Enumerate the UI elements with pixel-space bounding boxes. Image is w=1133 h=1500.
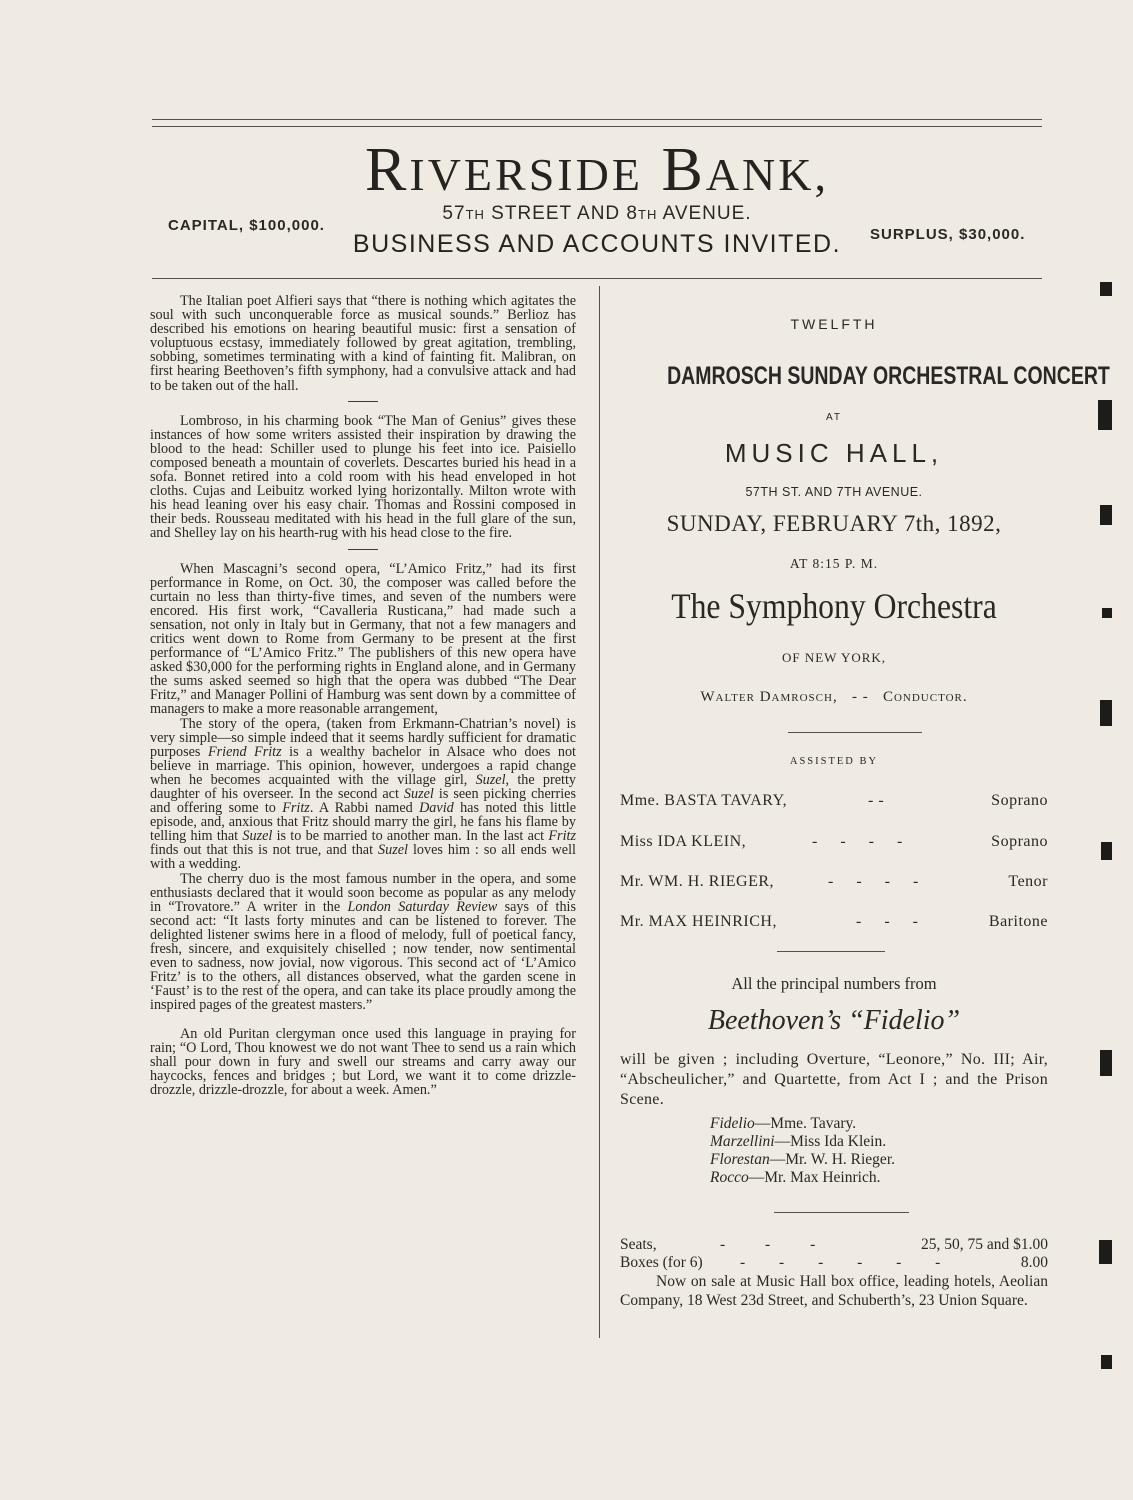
- paper-tear-mark: [1100, 282, 1112, 296]
- cast-item: Fidelio—Mme. Tavary.: [710, 1115, 857, 1132]
- cast-list: [710, 1115, 895, 1187]
- paper-tear-mark: [1101, 1355, 1112, 1369]
- concert-at: AT: [825, 412, 843, 423]
- separator-rule: [777, 951, 885, 952]
- paper-tear-mark: [1102, 608, 1112, 618]
- conductor-line: [620, 689, 1048, 706]
- paper-tear-mark: [1100, 505, 1112, 525]
- paper-tear-mark: [1098, 400, 1112, 430]
- top-double-rule: [152, 119, 1042, 127]
- article-opera-story: The story of the opera, (taken from Erkmann-Chatrian’s novel) is very simple—so simple indeed that it seems hardly sufficient for dramatic purposes Friend Fritz is a wealthy bachelor in Alsace who does not believe in marriage. This opinion, however, undergoes a rapid change when he becomes acquainted with the village girl, Suzel, the pretty daughter of his overseer. In the second act Suzel is seen picking cherries and offering some to Fritz. A Rabbi named David has noted this little episode, and, anxious that Fritz should marry the girl, he fans his flame by telling him that Suzel is to be married to another man. In the last act Fritz finds out that this is not true, and that Suzel loves him : so all ends well with a wedding.: [150, 715, 576, 873]
- opera-title: Beethoven’s “Fidelio”: [707, 1005, 961, 1036]
- paper-tear-mark: [1099, 1240, 1112, 1264]
- bank-name: RIVERSIDE BANK,: [365, 136, 829, 204]
- conductor-name: Walter Damrosch,: [700, 689, 838, 705]
- header-bottom-rule: [152, 278, 1042, 279]
- bank-invitation: BUSINESS AND ACCOUNTS INVITED.: [352, 230, 842, 258]
- program-page: RIVERSIDE BANK, 57TH STREET AND 8TH AVENUE. CAPITAL, $100,000. SURPLUS, $30,000. BUSINESS AND ACCOUNTS INVITED. The Italian poet Alfieri says that “there is nothing which agitates the soul with such unconquerable force as musical sounds.” Berlioz has described his emotions on hearing beautiful music: first a sensation of voluptuous ecstasy, immediately followed by great agitation, trembling, sobbing, sometimes terminating with a kind of fainting fit. Malibran, on first hearing Beethoven’s fifth symphony, had a convulsive attack and had to be taken out of the hall. Lombroso, in his charming book “The Man of Genius” gives these instances of how some writers assisted their inspiration by drawing the blood to the head: Schiller used to plunge his feet into ice. Paisiello composed beneath a mountain of coverlets. Descartes buried his head in a sofa. Bonnet retired into a cold room with his head enveloped in hot cloths. Cujas and Leibuitz worked lying horizontally. Milton wrote with his head leaning over his easy chair. Thomas and Rossini composed in their beds. Rousseau meditated with his head in the full glare of the sun, and Shelley lay on his hearth-rug with his head close to the fire. When Mascagni’s second opera, “L’Amico Fritz,” had its first performance in Rome, on Oct. 30, the composer was called before the curtain no less than thirty-five times, and seven of the numbers were encored. His first work, “Cavalleria Rusticana,” had made such a sensation, not only in Italy but in Germany, that not a few managers and critics went down to Rome from Germany to be present at the first performance of “L’Amico Fritz.” The publishers of this new opera have asked $30,000 for the performing rights in England alone, and in Germany the sums asked seemed so high that the opera was dubbed “The Dear Fritz,” and Manager Pollini of Hamburg was sent down by a committee of managers to make a more reasonable arrangement, The story of the opera, (taken from Erkmann-Chatrian’s novel) is very simple—so simple indeed that it seems hardly sufficient for dramatic purposes Friend Fritz is a wealthy bachelor in Alsace who does not believe in marriage. This opinion, however, undergoes a rapid change when he becomes acquainted with the village girl, Suzel, the pretty daughter of his overseer. In the second act Suzel is seen picking cherries and offering some to Fritz. A Rabbi named David has noted this little episode, and, anxious that Fritz should marry the girl, he fans his flame by telling him that Suzel is to be married to another man. In the last act Fritz finds out that this is not true, and that Suzel loves him : so all ends well with a wedding. The cherry duo is the most famous number in the opera, and some enthusiasts declared that it would soon become as popular as any melody in “Trovatore.” A writer in the London Saturday Review says of this second act: “It lasts forty minutes and can be listened to forever. The delighted listener swims here in a flood of melody, full of poetical fancy, fresh, sincere, and exquisitely chiselled ; now tender, now sentimental even to sadness, now jovial, now vigorous. This second act of ‘L’Amico Fritz’ is to the others, all distances observed, what the garden scene in ‘Faust’ is to the rest of the opera, and can take its place proudly among the inspired pages of the greatest masters.” An old Puritan clergyman once used this language in praying for rain; “O Lord, Thou knowest we do not want Thee to send us a rain which shall pour down in fury and swell our streams and carry away our haycocks, fences and bridges ; but Lord, we want it to come drizzle-drozzle, drizzle-drozzle, for about a week. Amen.” TWELFTH DAMROSCH SUNDAY ORCHESTRAL CONCERT AT MUSIC HALL, 57TH ST. AND 7TH AVENUE. SUNDAY, FEBRUARY 7th, 1892, AT 8:15 P. M. The Symphony Orchestra OF NEW YORK, Walter Damrosch, - - Conductor. ASSISTED BY Mme. BASTA TAVARY, - - Soprano Miss IDA KLEIN, - - - - Soprano Mr. WM. H. RIEGER, - - - - Tenor Mr. MAX HEINRICH, - - - Baritone All the principal numbers from Beethoven’s “Fidelio” will be given ; including Overture, “Leonore,” No. III; Air, “Abscheulicher,” and Quartette, from Act I ; and the Prison Scene. Fidelio—Mme. Tavary. Marzellini—Miss Ida Klein. Florestan—Mr. W. H. Rieger. Rocco—Mr. Max Heinrich. Seats, - - - 25, 50, 75 and $1.00 Boxes (for 6) - - - - - - 8.00 Now on sale at Music Hall box office, leading hotels, Aeolian Company, 18 West 23d Street, and Schuberth’s, 23 Union Square.: [0, 0, 1133, 1500]
- orchestra-city: OF NEW YORK,: [781, 650, 887, 665]
- ticket-sales-info: Now on sale at Music Hall box office, leading hotels, Aeolian Company, 18 West 23d Street, and Schuberth’s, 23 Union Square.: [620, 1273, 1048, 1309]
- bank-capital: CAPITAL, $100,000.: [168, 217, 325, 234]
- cast-item: Rocco—Mr. Max Heinrich.: [710, 1169, 881, 1186]
- concert-time: AT 8:15 P. M.: [789, 556, 879, 571]
- bank-surplus: SURPLUS, $30,000.: [870, 226, 1026, 243]
- conductor-dashes: - -: [851, 689, 869, 705]
- conductor-role: Conductor.: [882, 689, 968, 705]
- paper-tear-mark: [1100, 1050, 1112, 1076]
- assisted-by: ASSISTED BY: [789, 756, 879, 767]
- column-divider: [599, 286, 600, 1338]
- program-details: will be given ; including Overture, “Leonore,” No. III; Air, “Abscheulicher,” and Quartette, from Act I ; and the Prison Scene.: [620, 1051, 1048, 1108]
- separator-rule: [788, 732, 922, 733]
- article-alfieri: The Italian poet Alfieri says that “there is nothing which agitates the soul with such unconquerable force as musical sounds.” Berlioz has described his emotions on hearing beautiful music: first a sensation of voluptuous ecstasy, immediately followed by great agitation, trembling, sobbing, sometimes terminating with a kind of fainting fit. Malibran, on first hearing Beethoven’s fifth symphony, had a convulsive attack and had to be taken out of the hall.: [150, 293, 576, 394]
- concert-venue: MUSIC HALL,: [724, 438, 944, 468]
- venue-address: 57TH ST. AND 7TH AVENUE.: [745, 485, 923, 499]
- separator-rule: [774, 1212, 909, 1213]
- bank-address: 57TH STREET AND 8TH AVENUE.: [442, 203, 752, 224]
- cast-item: Florestan—Mr. W. H. Rieger.: [710, 1151, 895, 1168]
- article-mascagni: When Mascagni’s second opera, “L’Amico Fritz,” had its first performance in Rome, on Oct. 30, the composer was called before the curtain no less than thirty-five times, and seven of the numbers were encored. His first work, “Cavalleria Rusticana,” had made such a sensation, not only in Italy but in Germany, that not a few managers and critics went down to Rome from Germany to be present at the first performance of “L’Amico Fritz.” The publishers of this new opera have asked $30,000 for the performing rights in England alone, and in Germany the sums asked seemed so high that the opera was dubbed “The Dear Fritz,” and Manager Pollini of Hamburg was sent down by a committee of managers to make a more reasonable arrangement,: [150, 560, 576, 718]
- cast-item: Marzellini—Miss Ida Klein.: [710, 1133, 887, 1150]
- paper-tear-mark: [1101, 842, 1112, 860]
- paper-tear-mark: [1100, 700, 1112, 726]
- article-lombroso: Lombroso, in his charming book “The Man of Genius” gives these instances of how some writers assisted their inspiration by drawing the blood to the head: Schiller used to plunge his feet into ice. Paisiello composed beneath a mountain of coverlets. Descartes buried his head in a sofa. Bonnet retired into a cold room with his head enveloped in hot cloths. Cujas and Leibuitz worked lying horizontally. Milton wrote with his head leaning over his easy chair. Thomas and Rossini composed in their beds. Rousseau meditated with his head in the full glare of the sun, and Shelley lay on his hearth-rug with his head close to the fire.: [150, 412, 576, 542]
- article-separator: [348, 401, 378, 402]
- article-separator: [348, 549, 378, 550]
- concert-date: SUNDAY, FEBRUARY 7th, 1892,: [666, 511, 1002, 536]
- article-puritan-prayer: An old Puritan clergyman once used this language in praying for rain; “O Lord, Thou knowest we do not want Thee to send us a rain which shall pour down in fury and swell our streams and carry away our haycocks, fences and bridges ; but Lord, we want it to come drizzle-drozzle, drizzle-drozzle, for about a week. Amen.”: [150, 1025, 576, 1098]
- article-cherry-duo: The cherry duo is the most famous number in the opera, and some enthusiasts declared that it would soon become as popular as any melody in “Trovatore.” A writer in the London Saturday Review says of this second act: “It lasts forty minutes and can be listened to forever. The delighted listener swims here in a flood of melody, full of poetical fancy, fresh, sincere, and exquisitely chiselled ; now tender, now sentimental even to sadness, now jovial, now vigorous. This second act of ‘L’Amico Fritz’ is to the others, all distances observed, what the garden scene in ‘Faust’ is to the rest of the opera, and can take its place proudly among the inspired pages of the greatest masters.”: [150, 870, 577, 1014]
- concert-ordinal: TWELFTH: [790, 316, 878, 332]
- principal-numbers: All the principal numbers from: [731, 974, 937, 993]
- left-column-articles: [150, 294, 576, 1097]
- concert-title: DAMROSCH SUNDAY ORCHESTRAL CONCERT: [667, 362, 1110, 390]
- orchestra-name: The Symphony Orchestra: [671, 586, 997, 626]
